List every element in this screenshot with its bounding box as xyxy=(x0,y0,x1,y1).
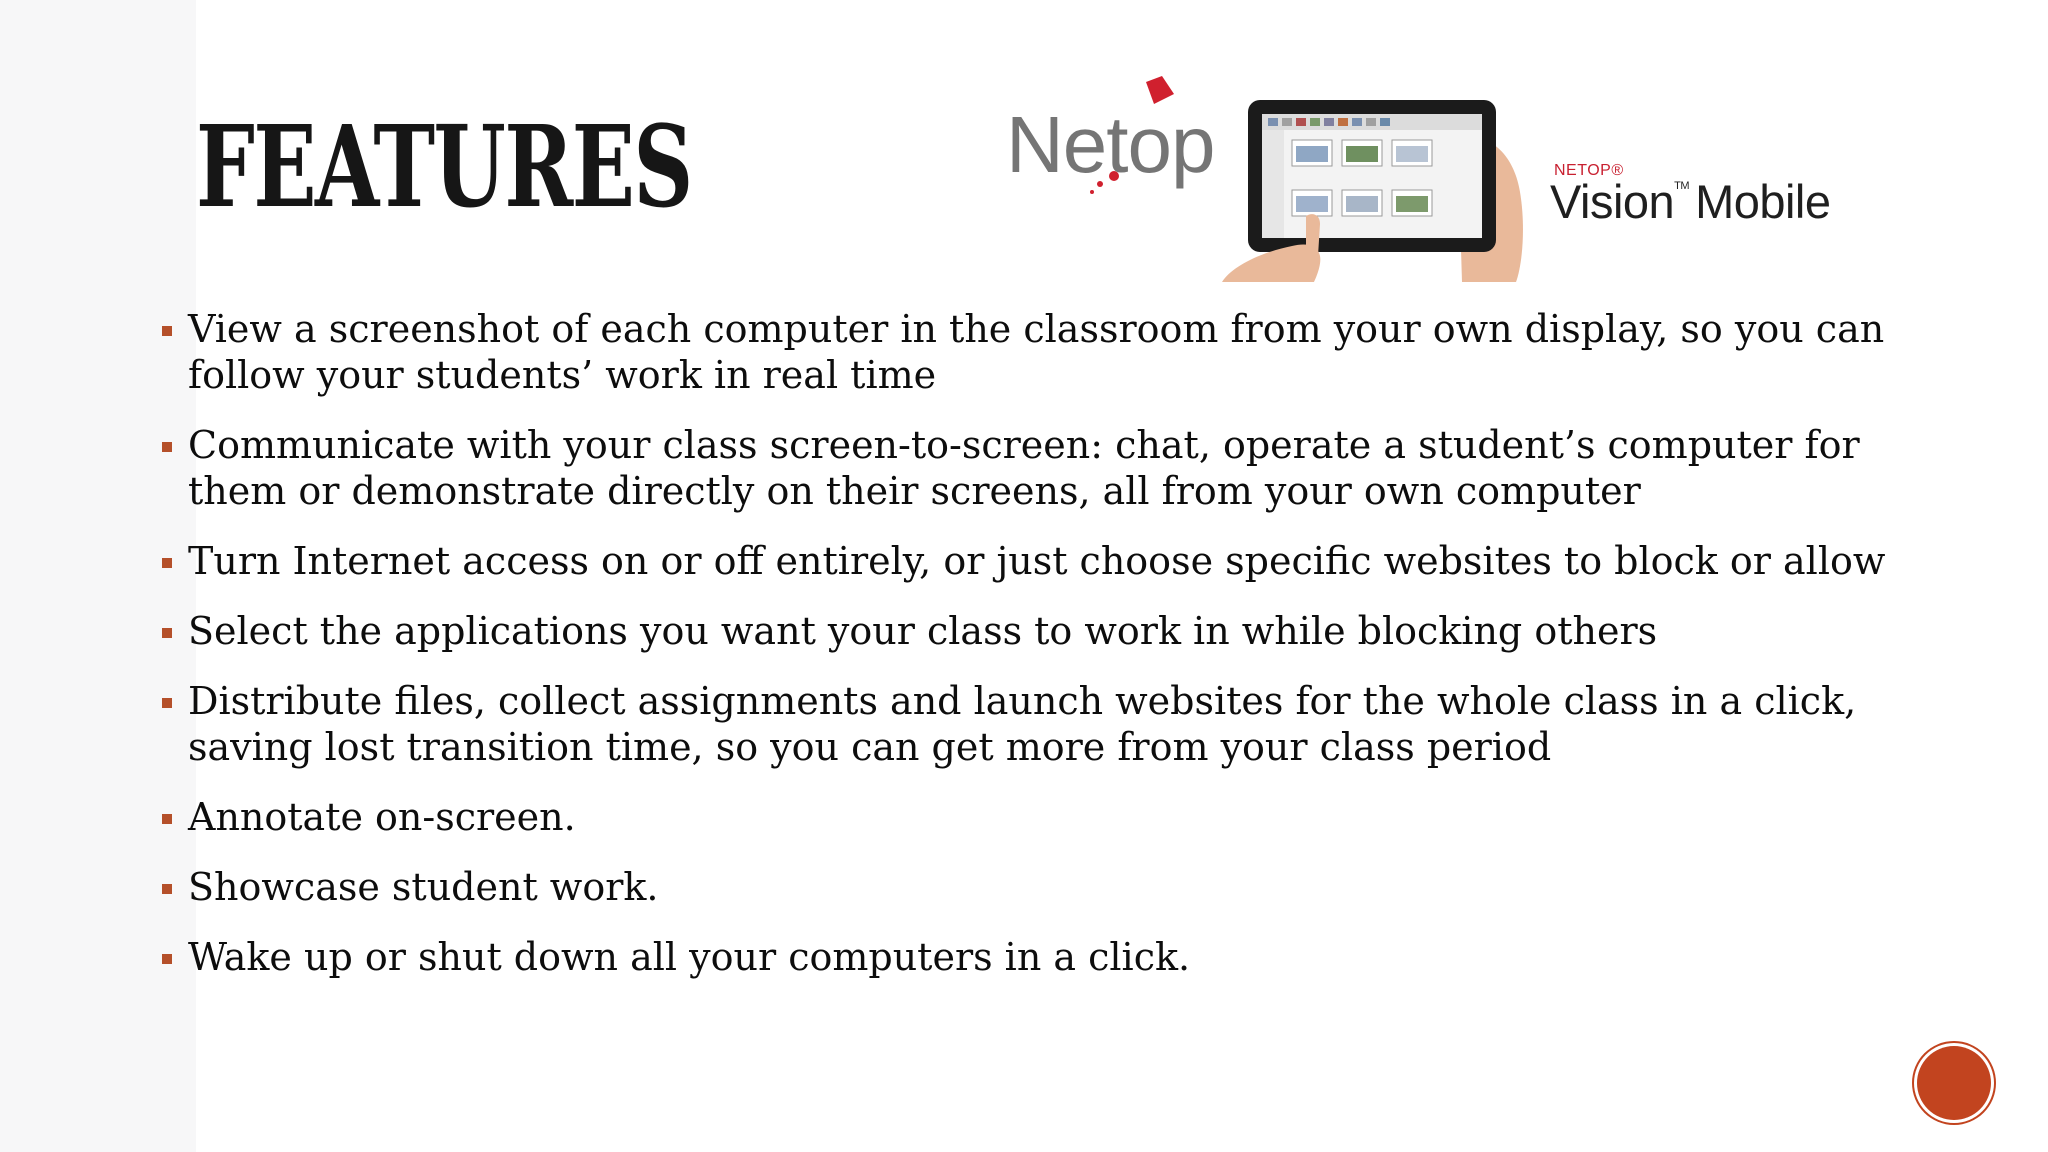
bullet-item xyxy=(150,864,1890,910)
square-bullet-icon xyxy=(162,442,172,452)
bullet-text: Annotate on-screen. xyxy=(188,795,576,839)
vision-product-suffix: Mobile xyxy=(1695,175,1831,228)
tablet-image xyxy=(1222,96,1562,282)
bullet-text: Wake up or shut down all your computers in a click. xyxy=(188,935,1191,979)
square-bullet-icon xyxy=(162,954,172,964)
vision-product-name xyxy=(1550,176,1831,228)
slide-title: FEATURES xyxy=(196,102,692,233)
slide-nav-circle-icon[interactable] xyxy=(1917,1046,1991,1120)
bullet-item xyxy=(150,608,1890,654)
bullet-item xyxy=(150,538,1890,584)
square-bullet-icon xyxy=(162,814,172,824)
vision-mobile-logo xyxy=(1550,162,1890,232)
square-bullet-icon xyxy=(162,698,172,708)
tablet-hands-icon xyxy=(1222,96,1562,282)
bullet-item xyxy=(150,794,1890,840)
bullet-text: Select the applications you want your class to work in while blocking others xyxy=(188,609,1658,653)
features-bullet-list xyxy=(150,306,1890,1004)
vision-tm-mark: TM xyxy=(1674,180,1690,192)
bullet-text: Communicate with your class screen-to-screen: chat, operate a student’s computer for them or demonstrate directly on their screens, all from your own computer xyxy=(188,423,1860,513)
bullet-text: Turn Internet access on or off entirely, or just choose specific websites to block or allow xyxy=(188,539,1886,583)
square-bullet-icon xyxy=(162,558,172,568)
vision-brand-small: NETOP® xyxy=(1554,162,1624,179)
bullet-text: Distribute files, collect assignments and launch websites for the whole class in a click, saving lost transition time, so you can get more from your class period xyxy=(188,679,1857,769)
netop-wordmark: Netop xyxy=(1006,100,1215,189)
netop-logo xyxy=(1006,76,1246,206)
square-bullet-icon xyxy=(162,326,172,336)
bullet-text: Showcase student work. xyxy=(188,865,659,909)
bullet-item xyxy=(150,934,1890,980)
square-bullet-icon xyxy=(162,884,172,894)
bullet-item xyxy=(150,422,1890,514)
square-bullet-icon xyxy=(162,628,172,638)
bullet-text: View a screenshot of each computer in the classroom from your own display, so you can follow your students’ work in real time xyxy=(188,307,1885,397)
bullet-item xyxy=(150,306,1890,398)
bullet-item xyxy=(150,678,1890,770)
vision-product-word: Vision xyxy=(1550,175,1675,228)
